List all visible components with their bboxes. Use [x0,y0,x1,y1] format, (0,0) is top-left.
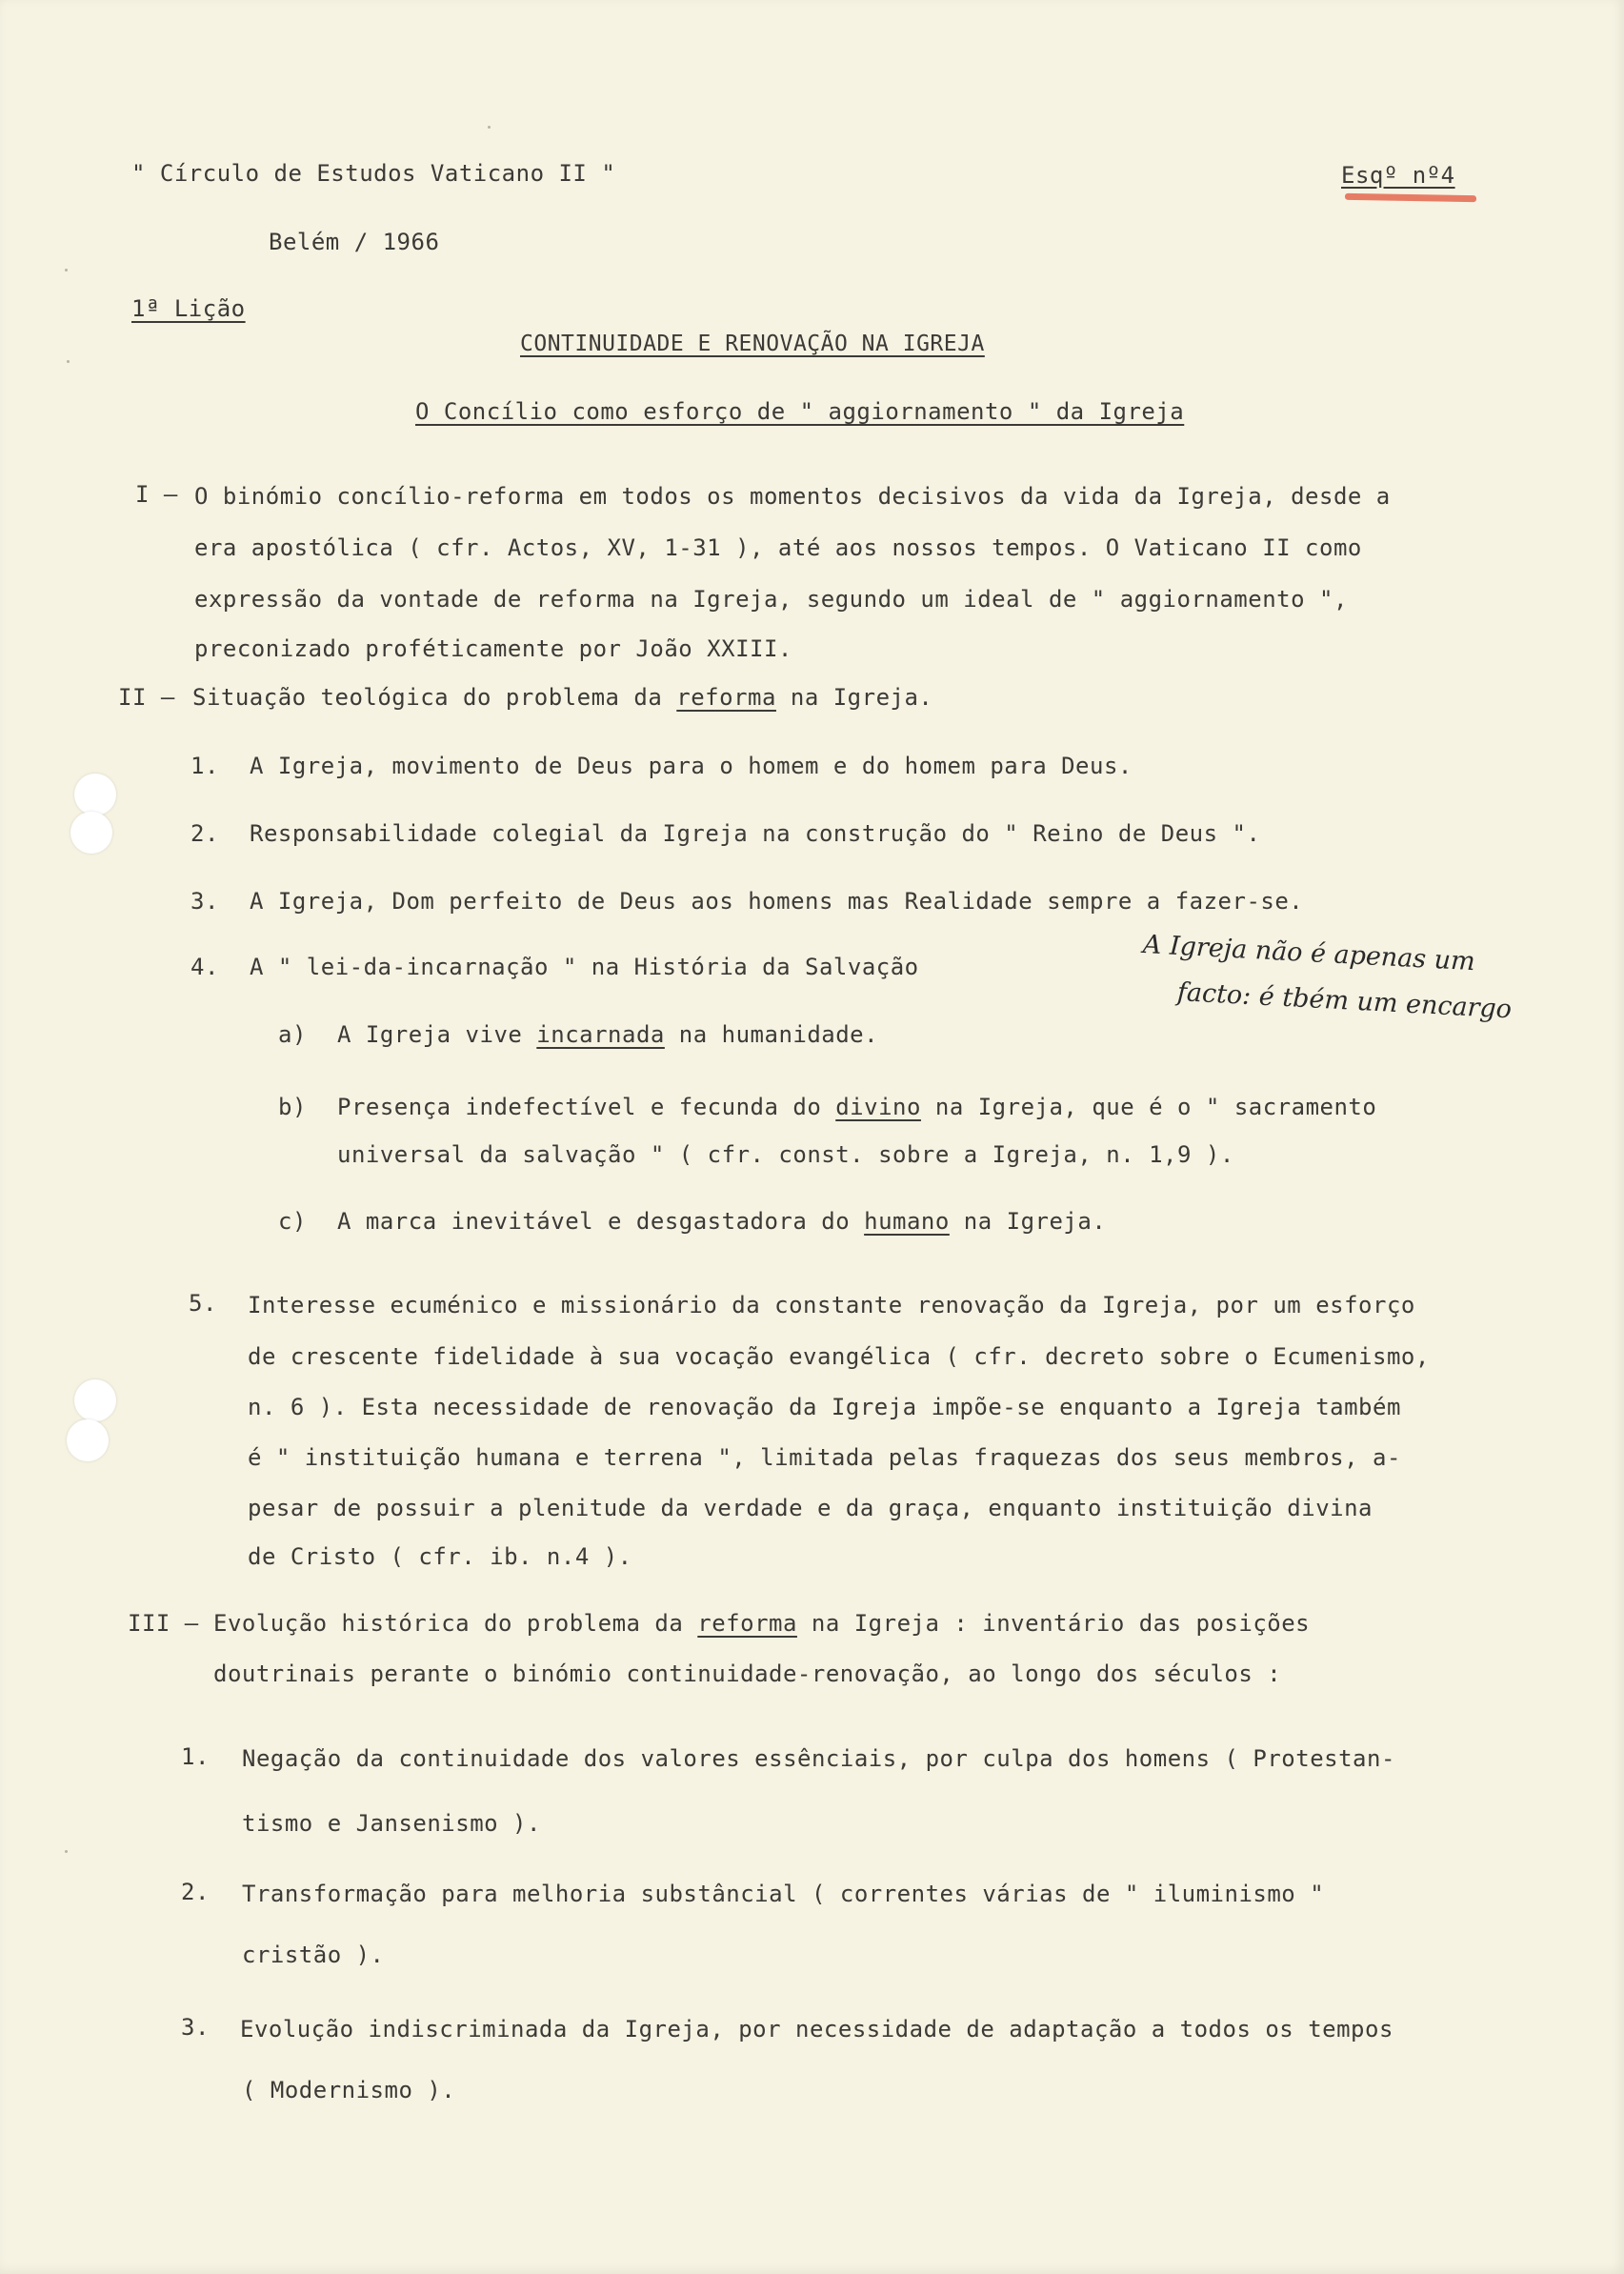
sub-item-text: na humanidade. [664,1021,879,1048]
sub-item-text: na Igreja, que é o " sacramento [920,1094,1377,1120]
list-item-number: 3. [181,2014,210,2041]
place-date: Belém / 1966 [269,229,440,255]
list-item-text: Evolução indiscriminada da Igreja, por necessidade de adaptação a todos os tempos [240,2016,1393,2043]
sub-item-b-line-2: universal da salvação " ( cfr. const. sobre a Igreja, n. 1,9 ). [337,1141,1234,1168]
sub-item-text: A Igreja vive [337,1021,537,1048]
list-item-text: A Igreja, movimento de Deus para o homem e do homem para Deus. [250,753,1133,779]
sub-item-label: a) [278,1021,307,1048]
section-2-heading-text: na Igreja. [775,684,933,711]
list-item-text: A " lei-da-incarnação " na História da Salvação [250,954,919,980]
list-item-number: 4. [190,954,219,980]
item-5-line: n. 6 ). Esta necessidade de renovação da Igreja impõe-se enquanto a Igreja também [248,1394,1401,1420]
paper-speck [67,360,70,363]
item-5-line: Interesse ecuménico e missionário da constante renovação da Igreja, por um esforço [248,1292,1415,1318]
list-item-text: Negação da continuidade dos valores essênciais, por culpa dos homens ( Protestan- [242,1745,1395,1772]
sub-item-underlined: incarnada [536,1021,665,1048]
item-5-line: de Cristo ( cfr. ib. n.4 ). [248,1543,632,1570]
document-reference: Esqº nº4 [1341,162,1455,189]
punch-hole-bottom-1 [74,1379,116,1421]
list-item-number: 1. [190,753,219,779]
section-2-heading-underlined: reforma [676,684,776,711]
section-3-heading-text: Evolução histórica do problema da [213,1610,698,1637]
handwritten-note-line: facto: é tbém um encargo [1176,977,1513,1025]
lesson-label: 1ª Lição [131,295,246,322]
sub-item-text: Presença indefectível e fecunda do [337,1094,836,1120]
list-item-number: 2. [181,1879,210,1905]
item-5-line: de crescente fidelidade à sua vocação evangélica ( cfr. decreto sobre o Ecumenismo, [248,1343,1430,1370]
sub-item-label: b) [278,1094,307,1120]
punch-hole-top-1 [74,774,116,815]
sub-item-text: na Igreja. [949,1208,1107,1235]
list-item-text: Transformação para melhoria substâncial ( correntes várias de " iluminismo " [242,1881,1325,1907]
sub-item-b [337,1094,1376,1120]
section-1-line: O binómio concílio-reforma em todos os momentos decisivos da vida da Igreja, desde a [194,483,1391,510]
list-item-number: 5. [189,1290,217,1317]
punch-hole-top-2 [70,812,112,854]
document-title: CONTINUIDADE E RENOVAÇÃO NA IGREJA [520,332,985,356]
section-3-heading-text: na Igreja : inventário das posições [796,1610,1311,1637]
section-2-heading [192,684,932,711]
sub-item-c [337,1208,1106,1235]
sub-item-underlined: humano [864,1208,950,1235]
sub-item-label: c) [278,1208,307,1235]
list-item-text: Responsabilidade colegial da Igreja na construção do " Reino de Deus ". [250,820,1261,847]
item-5-line: pesar de possuir a plenitude da verdade e da graça, enquanto instituição divina [248,1495,1373,1521]
circle-name: " Círculo de Estudos Vaticano II " [131,160,616,187]
list-item-text: A Igreja, Dom perfeito de Deus aos homens mas Realidade sempre a fazer-se. [250,888,1304,915]
section-1-numeral: I – [135,481,178,508]
section-3-heading-underlined: reforma [697,1610,797,1637]
section-3-heading [213,1610,1310,1637]
list-item-number: 1. [181,1743,210,1770]
document-subtitle: O Concílio como esforço de " aggiornamento " da Igreja [415,398,1185,425]
list-item-text: cristão ). [242,1942,385,1968]
handwritten-note-line: A Igreja não é apenas um [1142,930,1476,977]
sub-item-underlined: divino [835,1094,921,1120]
red-pencil-underline [1345,193,1476,202]
list-item-number: 3. [190,888,219,915]
paper-speck [65,269,68,272]
paper-speck [65,1850,68,1853]
section-1-line: preconizado proféticamente por João XXIII. [194,635,792,662]
list-item-text: ( Modernismo ). [242,2077,456,2103]
list-item-number: 2. [190,820,219,847]
paper-speck [488,126,491,129]
sub-item-text: A marca inevitável e desgastadora do [337,1208,865,1235]
section-2-numeral: II – [118,684,175,711]
punch-hole-bottom-2 [67,1419,109,1461]
list-item-text: tismo e Jansenismo ). [242,1810,541,1837]
item-5-line: é " instituição humana e terrena ", limitada pelas fraquezas dos seus membros, a- [248,1444,1401,1471]
section-3-numeral: III – [128,1610,199,1637]
section-2-heading-text: Situação teológica do problema da [192,684,677,711]
sub-item-a [337,1021,878,1048]
section-1-line: era apostólica ( cfr. Actos, XV, 1-31 ), até aos nossos tempos. O Vaticano II como [194,534,1362,561]
section-3-heading-line-2: doutrinais perante o binómio continuidade-renovação, ao longo dos séculos : [213,1660,1282,1687]
section-1-line: expressão da vontade de reforma na Igreja, segundo um ideal de " aggiornamento ", [194,586,1348,613]
